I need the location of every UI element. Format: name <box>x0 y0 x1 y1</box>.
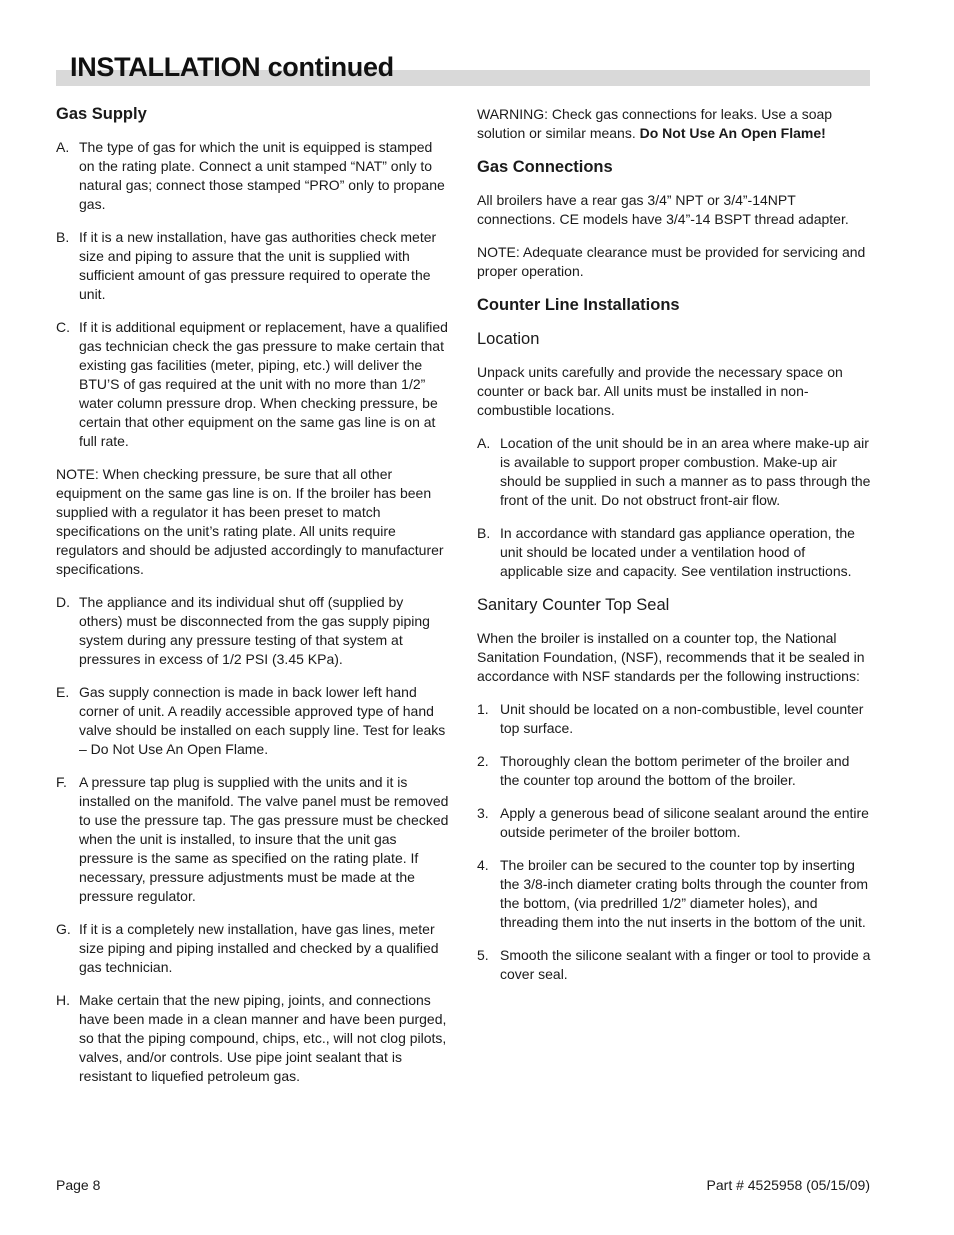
gas-supply-heading: Gas Supply <box>56 105 147 123</box>
seal-text: When the broiler is installed on a counter top, the National Sanitation Foundation, (NSF), recommends that it be sealed in accordance with NSF standards per the following instructions: <box>477 630 865 684</box>
item-text: Unit should be located on a non-combustible, level counter top surface. <box>500 701 864 736</box>
clearance-note: NOTE: Adequate clearance must be provided for servicing and proper operation. <box>477 244 866 279</box>
list-item <box>56 138 450 214</box>
item-marker: A. <box>477 435 491 451</box>
left-column <box>56 104 450 1100</box>
item-text: Location of the unit should be in an area where make-up air is available to support proper combustion. Make-up air should be supplied in such a manner as to pass through the front of the unit. Do not obstruct front-air flow. <box>500 435 871 508</box>
item-marker: 3. <box>477 805 489 821</box>
list-item <box>477 752 871 790</box>
item-text: The appliance and its individual shut off (supplied by others) must be disconnected from the gas supply piping system during any pressure testing of that system at pressures in excess of 1/2 PSI (3.45 KPa). <box>79 594 430 667</box>
item-text: If it is a new installation, have gas authorities check meter size and piping to assure that the unit is supplied with sufficient amount of gas pressure required to operate the unit. <box>79 229 437 302</box>
right-column <box>477 105 871 998</box>
item-text: Thoroughly clean the bottom perimeter of the broiler and the counter top around the bottom of the broiler. <box>500 753 850 788</box>
item-text: Gas supply connection is made in back lower left hand corner of unit. A readily accessible approved type of hand valve should be installed on each supply line. Test for leaks – Do Not Use An Open Flame. <box>79 684 446 757</box>
part-number: Part # 4525958 (05/15/09) <box>706 1177 870 1193</box>
gas-connections-heading: Gas Connections <box>477 158 613 176</box>
item-marker: 2. <box>477 753 489 769</box>
item-text: If it is a completely new installation, have gas lines, meter size piping and piping installed and checked by a qualified gas technician. <box>79 921 439 975</box>
item-marker: 5. <box>477 947 489 963</box>
page-title: INSTALLATION continued <box>70 52 394 82</box>
item-text: If it is additional equipment or replacement, have a qualified gas technician check the gas pressure to make certain that existing gas facilities (meter, piping, etc.) will deliver the BTU’S of gas required at the unit with no more than 1/2” water column pressure drop. When checking pressure, be certain that other equipment on the same gas line is on at full rate. <box>79 319 448 449</box>
item-marker: 1. <box>477 701 489 717</box>
warning-text: WARNING: Check gas connections for leaks. Use a soap solution or similar means. <box>477 106 833 141</box>
warning-emphasis: Do Not Use An Open Flame! <box>639 125 826 141</box>
list-item <box>56 683 450 759</box>
list-item <box>56 593 450 669</box>
list-item <box>56 920 450 977</box>
list-item <box>56 318 450 451</box>
item-marker: G. <box>56 921 71 937</box>
list-item <box>477 946 871 984</box>
item-marker: E. <box>56 684 70 700</box>
gas-connections-text: All broilers have a rear gas 3/4” NPT or 3/4”-14NPT connections. CE models have 3/4”-14 BSPT thread adapter. <box>477 192 849 227</box>
pressure-note: NOTE: When checking pressure, be sure that all other equipment on the same gas line is on. If the broiler has been supplied with a regulator it has been preset to match specifications on the unit’s rating plate. All units require regulators and should be adjusted accordingly to manufacturer specifications. <box>56 466 444 577</box>
item-text: Apply a generous bead of silicone sealant around the entire outside perimeter of the broiler bottom. <box>500 805 869 840</box>
list-item <box>477 804 871 842</box>
page-number: Page 8 <box>56 1177 101 1193</box>
counter-line-heading: Counter Line Installations <box>477 296 680 314</box>
item-marker: H. <box>56 992 70 1008</box>
list-item <box>477 524 871 581</box>
list-item <box>56 773 450 906</box>
item-text: Smooth the silicone sealant with a finger or tool to provide a cover seal. <box>500 947 871 982</box>
list-item <box>56 228 450 304</box>
item-text: In accordance with standard gas appliance operation, the unit should be located under a ventilation hood of applicable size and capacity. See ventilation instructions. <box>500 525 855 579</box>
leak-warning <box>477 105 871 143</box>
location-heading: Location <box>477 330 540 348</box>
item-text: The broiler can be secured to the counter top by inserting the 3/8-inch diameter crating bolts through the counter from the bottom, (via predrilled 1/2” diameter holes), and threading them into the nut inserts in the bottom of the unit. <box>500 857 869 930</box>
seal-heading: Sanitary Counter Top Seal <box>477 596 670 614</box>
item-marker: F. <box>56 774 67 790</box>
list-item <box>56 991 450 1086</box>
item-text: Make certain that the new piping, joints, and connections have been made in a clean manner and have been purged, so that the piping compound, chips, etc., will not clog pilots, valves, and/or controls. Use pipe joint sealant that is resistant to liquefied petroleum gas. <box>79 992 447 1084</box>
item-marker: B. <box>56 229 70 245</box>
list-item <box>477 700 871 738</box>
item-marker: B. <box>477 525 491 541</box>
item-text: The type of gas for which the unit is equipped is stamped on the rating plate. Connect a unit stamped “NAT” only to natural gas; connect those stamped “PRO” only to propane gas. <box>79 139 445 212</box>
item-marker: D. <box>56 594 70 610</box>
item-marker: A. <box>56 139 70 155</box>
location-text: Unpack units carefully and provide the necessary space on counter or back bar. All units must be installed in non-combustible locations. <box>477 364 843 418</box>
list-item <box>477 856 871 932</box>
item-text: A pressure tap plug is supplied with the units and it is installed on the manifold. The valve panel must be removed to use the pressure tap. The gas pressure must be checked when the unit is installed, to insure that the unit gas pressure is the same as specified on the rating plate. If necessary, pressure adjustments must be made at the pressure regulator. <box>79 774 449 904</box>
item-marker: C. <box>56 319 70 335</box>
list-item <box>477 434 871 510</box>
item-marker: 4. <box>477 857 489 873</box>
